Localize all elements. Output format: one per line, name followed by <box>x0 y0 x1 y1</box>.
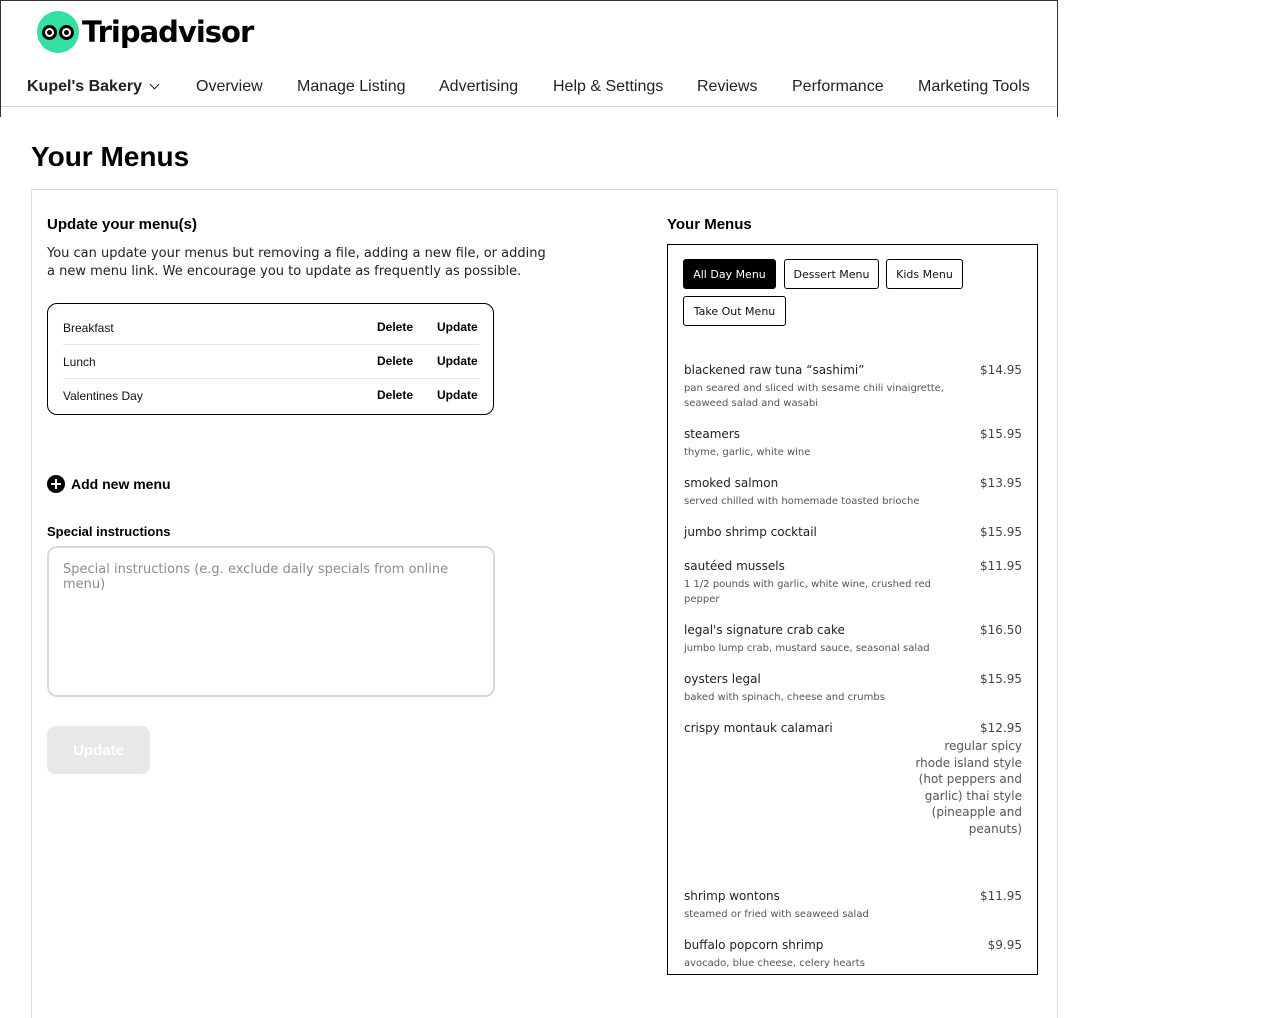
item-price: $16.50 <box>980 623 1022 637</box>
logo-wordmark: Tripadvisor <box>82 15 254 49</box>
item-name: sautéed mussels <box>684 559 785 573</box>
item-price: $9.95 <box>987 938 1022 952</box>
tab-take-out-menu[interactable]: Take Out Menu <box>683 296 786 326</box>
menu-item <box>684 672 1022 705</box>
item-name: crispy montauk calamari <box>684 721 833 735</box>
nav-help-settings[interactable]: Help & Settings <box>553 78 664 95</box>
top-header <box>0 0 1058 117</box>
nav-manage-listing[interactable]: Manage Listing <box>297 78 406 95</box>
menu-name: Lunch <box>63 355 96 369</box>
item-name: shrimp wontons <box>684 889 780 903</box>
item-description: pan seared and sliced with sesame chili vinaigrette, seaweed salad and wasabi <box>684 383 945 409</box>
add-new-menu-button[interactable] <box>47 475 171 493</box>
page-title: Your Menus <box>31 141 190 172</box>
nav-marketing-tools[interactable]: Marketing Tools <box>918 78 1030 95</box>
item-price: $13.95 <box>980 476 1022 490</box>
item-price: $15.95 <box>980 427 1022 441</box>
menu-item <box>684 559 1022 607</box>
item-name: smoked salmon <box>684 476 779 490</box>
menu-name: Breakfast <box>63 321 114 335</box>
menu-item <box>684 889 1022 922</box>
item-description: jumbo lump crab, mustard sauce, seasonal salad <box>684 643 930 654</box>
nav-advertising[interactable]: Advertising <box>439 78 519 95</box>
item-description: thyme, garlic, white wine <box>684 447 811 458</box>
delete-menu-button[interactable]: Delete <box>377 388 414 402</box>
update-menus-description: You can update your menus but removing a file, adding a new file, or adding a new menu link. We encourage you to update as frequently as possible. <box>47 246 546 279</box>
item-price: $11.95 <box>980 889 1022 903</box>
menu-preview-panel <box>667 244 1038 975</box>
update-menus-title: Update your menu(s) <box>47 216 198 233</box>
item-price: $11.95 <box>980 559 1022 573</box>
item-name: steamers <box>684 427 740 441</box>
menu-item <box>684 623 1022 656</box>
item-name: legal's signature crab cake <box>684 623 845 637</box>
nav-performance[interactable]: Performance <box>792 78 884 95</box>
menu-item <box>684 525 1022 539</box>
item-price: $12.95 <box>980 721 1022 735</box>
item-description: 1 1/2 pounds with garlic, white wine, crushed red pepper <box>684 579 932 605</box>
item-options: regular spicy rhode island style (hot peppers and garlic) thai style (pineapple and peanuts) <box>915 739 1022 836</box>
menu-item <box>684 721 1022 836</box>
tab-dessert-menu[interactable]: Dessert Menu <box>784 259 879 289</box>
delete-menu-button[interactable]: Delete <box>377 354 414 368</box>
tripadvisor-logo[interactable] <box>37 11 253 53</box>
menu-item <box>684 938 1022 971</box>
tab-all-day-menu[interactable]: All Day Menu <box>683 259 776 289</box>
menu-name: Valentines Day <box>63 389 143 403</box>
main-nav <box>1 75 1057 107</box>
item-description: avocado, blue cheese, celery hearts <box>684 958 865 969</box>
menu-row <box>63 379 479 413</box>
item-name: buffalo popcorn shrimp <box>684 938 824 952</box>
nav-reviews[interactable]: Reviews <box>697 78 758 95</box>
special-instructions-label: Special instructions <box>47 524 171 539</box>
menu-list <box>47 303 494 415</box>
plus-circle-icon <box>47 475 65 493</box>
item-price: $15.95 <box>980 672 1022 686</box>
special-instructions-input[interactable] <box>47 546 495 697</box>
business-selector[interactable] <box>27 78 158 96</box>
update-menu-button[interactable]: Update <box>437 320 478 334</box>
menu-row <box>63 311 479 345</box>
tab-kids-menu[interactable]: Kids Menu <box>886 259 963 289</box>
item-description: served chilled with homemade toasted brioche <box>684 496 920 507</box>
item-name: jumbo shrimp cocktail <box>684 525 817 539</box>
nav-overview[interactable]: Overview <box>196 78 263 95</box>
item-name: oysters legal <box>684 672 761 686</box>
chevron-down-icon <box>150 80 160 90</box>
item-description: steamed or fried with seaweed salad <box>684 909 869 920</box>
add-new-menu-label: Add new menu <box>71 476 171 492</box>
menu-item <box>684 363 1022 411</box>
business-name: Kupel's Bakery <box>27 78 142 95</box>
item-name: blackened raw tuna “sashimi” <box>684 363 865 377</box>
delete-menu-button[interactable]: Delete <box>377 320 414 334</box>
menu-row <box>63 345 479 379</box>
menu-item <box>684 476 1022 509</box>
item-description: baked with spinach, cheese and crumbs <box>684 692 885 703</box>
menu-item <box>684 427 1022 460</box>
item-price: $14.95 <box>980 363 1022 377</box>
item-price: $15.95 <box>980 525 1022 539</box>
owl-icon <box>37 11 79 53</box>
update-menu-button[interactable]: Update <box>437 388 478 402</box>
your-menus-title: Your Menus <box>667 216 752 233</box>
update-menu-button[interactable]: Update <box>437 354 478 368</box>
update-button[interactable]: Update <box>47 726 150 774</box>
